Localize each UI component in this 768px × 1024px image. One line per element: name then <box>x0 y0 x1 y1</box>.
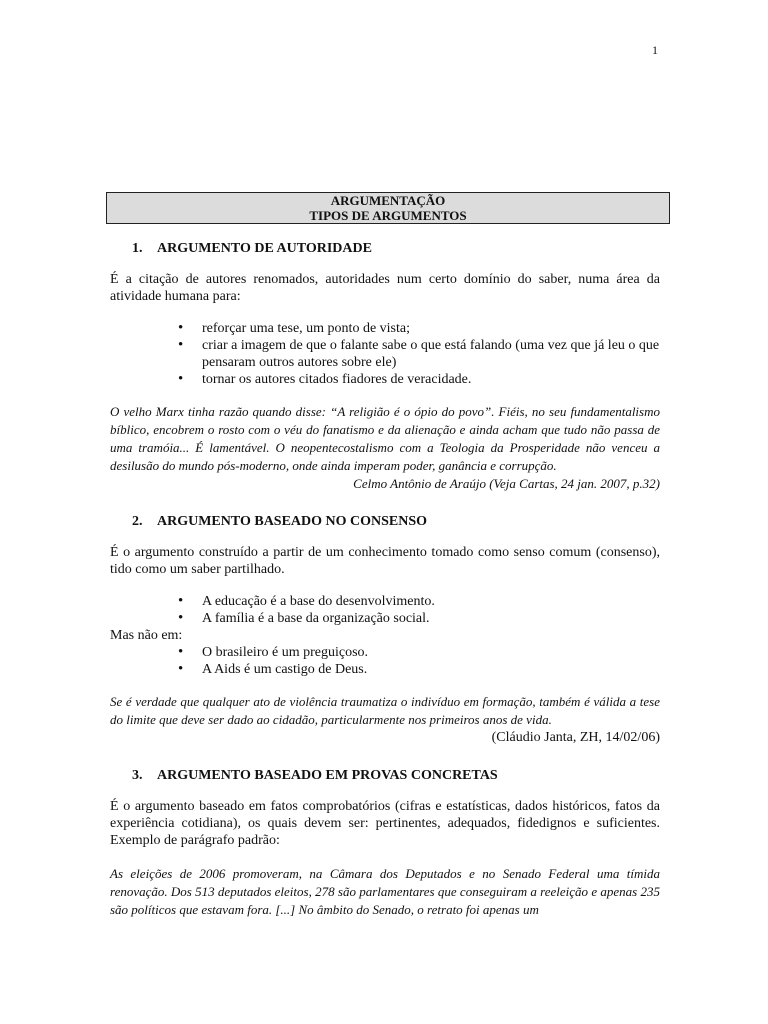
section-1-intro: É a citação de autores renomados, autoridades num certo domínio do saber, numa área da atividade humana para: <box>110 272 660 304</box>
section-2-number: 2. <box>132 514 143 529</box>
list-item: • A família é a base da organização social. <box>178 610 660 627</box>
section-3-title: ARGUMENTO BASEADO EM PROVAS CONCRETAS <box>157 768 498 783</box>
section-2-quote: Se é verdade que qualquer ato de violência traumatiza o indivíduo em formação, também é válida a tese do limite que deve ser dado ao cidadão, particularmente nos primeiros anos de vida. <box>110 694 660 727</box>
section-1-heading <box>132 240 660 257</box>
page-number: 1 <box>652 43 658 57</box>
title-box <box>106 192 670 224</box>
section-2-heading <box>132 513 660 530</box>
section-1-citation: Celmo Antônio de Araújo (Veja Cartas, 24 jan. 2007, p.32) <box>353 476 660 491</box>
title-line-2: TIPOS DE ARGUMENTOS <box>309 208 467 223</box>
list-item: • O brasileiro é um preguiçoso. <box>178 644 660 661</box>
section-1-number: 1. <box>132 241 143 256</box>
section-3-heading <box>132 767 660 784</box>
list-item: • A educação é a base do desenvolvimento. <box>178 593 660 610</box>
section-2-intro: É o argumento construído a partir de um conhecimento tomado como senso comum (consenso), tido como um saber partilhado. <box>110 545 660 577</box>
section-2-title: ARGUMENTO BASEADO NO CONSENSO <box>157 514 428 529</box>
section-3-number: 3. <box>132 768 143 783</box>
list-item: • reforçar uma tese, um ponto de vista; <box>178 320 660 337</box>
section-2-but-label: Mas não em: <box>110 628 183 643</box>
section-1-quote: O velho Marx tinha razão quando disse: “A religião é o ópio do povo”. Fiéis, no seu fundamentalismo bíblico, encobrem o rosto com o véu do fanatismo e da alienação e ainda acham que tudo não passa de uma tramóia... É lamentável. O neopentecostalismo com a Teologia da Prosperidade não venceu a desilusão do mundo pós-moderno, onde ainda imperam poder, ganância e corrupção. <box>110 404 660 473</box>
section-1-bullet-list <box>110 320 660 388</box>
title-line-1: ARGUMENTAÇÃO <box>330 193 446 208</box>
list-item: • tornar os autores citados fiadores de veracidade. <box>178 371 660 388</box>
section-3-quote: As eleições de 2006 promoveram, na Câmara dos Deputados e no Senado Federal uma tímida renovação. Dos 513 deputados eleitos, 278 são parlamentares que conseguiram a reeleição e apenas 235 são políticos que estavam fora. [...] No âmbito do Senado, o retrato foi apenas um <box>110 866 660 917</box>
section-2-citation: (Cláudio Janta, ZH, 14/02/06) <box>491 730 660 745</box>
section-1-title: ARGUMENTO DE AUTORIDADE <box>157 241 372 256</box>
document-content <box>110 236 660 919</box>
list-item: • A Aids é um castigo de Deus. <box>178 661 660 678</box>
list-item: • criar a imagem de que o falante sabe o que está falando (uma vez que já leu o que pensaram outros autores sobre ele) <box>178 337 660 371</box>
section-2-bullet-list <box>110 593 660 627</box>
section-2-bullet-list-2 <box>110 644 660 678</box>
section-3-intro: É o argumento baseado em fatos comprobatórios (cifras e estatísticas, dados históricos, fatos da experiência cotidiana), os quais devem ser: pertinentes, adequados, fidedignos e suficientes. Exemplo de parágrafo padrão: <box>110 799 660 848</box>
